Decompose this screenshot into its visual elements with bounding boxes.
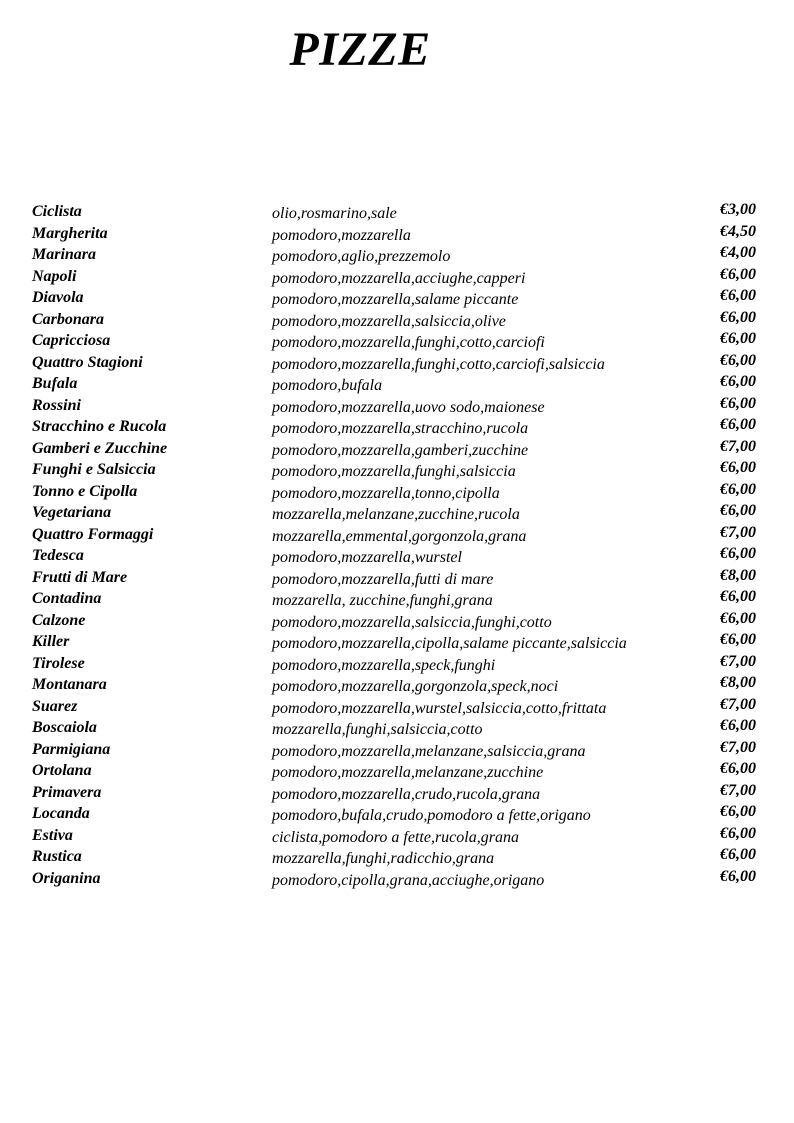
menu-item [32,762,764,784]
pizza-ingredients: pomodoro,mozzarella,wurstel,salsiccia,cotto,frittata [272,699,607,717]
pizza-price: €8,00 [720,566,756,584]
pizza-name: Margherita [32,224,108,242]
pizza-name: Calzone [32,611,86,629]
pizza-name: Rossini [32,396,81,414]
pizza-ingredients: pomodoro,mozzarella,salsiccia,funghi,cotto [272,613,552,631]
menu-item [32,805,764,827]
pizza-name: Boscaiola [32,719,97,736]
pizza-name: Primavera [32,783,102,801]
menu-item [32,480,764,505]
menu-item [32,590,764,612]
pizza-name: Gamberi e Zucchine [32,439,168,457]
pizza-price: €7,00 [720,437,756,455]
pizza-ingredients: pomodoro,mozzarella [272,226,411,244]
pizza-ingredients: ciclista,pomodoro a fette,rucola,grana [272,828,519,846]
menu-item [32,633,764,655]
menu-item [32,652,764,677]
pizza-ingredients: pomodoro,mozzarella,speck,funghi [272,656,496,674]
pizza-name: Tedesca [32,547,84,564]
pizza-name: Bufala [32,375,78,392]
pizza-ingredients: pomodoro,mozzarella,wurstel [272,549,462,566]
page-title: PIZZE [289,23,431,76]
pizza-price: €6,00 [720,459,756,476]
pizza-price: €6,00 [720,588,756,605]
pizza-price: €6,00 [720,287,756,304]
pizza-ingredients: pomodoro,aglio,prezzemolo [272,248,451,265]
pizza-ingredients: pomodoro,bufala [272,377,383,394]
pizza-ingredients: pomodoro,mozzarella,futti di mare [272,570,494,588]
pizza-price: €6,00 [720,760,756,777]
pizza-ingredients: pomodoro,mozzarella,funghi,salsiccia [272,463,516,480]
menu-item [32,609,764,634]
pizza-price: €6,00 [720,416,756,433]
pizza-ingredients: pomodoro,mozzarella,melanzane,zucchine [272,764,544,781]
pizza-price: €6,00 [720,609,756,627]
pizza-price: €6,00 [720,330,756,347]
pizza-name: Funghi e Salsiccia [32,461,156,478]
pizza-price: €7,00 [720,738,756,756]
pizza-name: Quattro Stagioni [32,353,143,371]
pizza-ingredients: pomodoro,bufala,crudo,pomodoro a fette,origano [272,807,591,824]
pizza-price: €6,00 [720,867,756,885]
pizza-price: €6,00 [720,824,756,842]
pizza-price: €6,00 [720,803,756,820]
pizza-ingredients: pomodoro,mozzarella,crudo,rucola,grana [272,785,541,803]
menu-item [32,461,764,483]
pizza-name: Quattro Formaggi [32,525,154,543]
pizza-price: €6,00 [720,631,756,648]
pizza-name: Stracchino e Rucola [32,418,167,435]
menu-item [32,523,764,548]
pizza-name: Contadina [32,590,102,607]
pizza-name: Killer [32,633,70,650]
pizza-name: Marinara [32,246,97,263]
menu-item [32,781,764,806]
pizza-ingredients: pomodoro,mozzarella,salsiccia,olive [272,312,506,330]
pizza-name: Origanina [32,869,101,887]
pizza-price: €4,50 [720,222,756,240]
pizza-name: Vegetariana [32,504,112,521]
menu-item [32,222,764,247]
menu-item [32,418,764,440]
pizza-ingredients: pomodoro,mozzarella,stracchino,rucola [272,420,529,437]
pizza-price: €6,00 [720,394,756,412]
pizza-menu-list [32,203,764,891]
menu-item [32,695,764,720]
pizza-name: Ciclista [32,203,82,220]
pizza-name: Locanda [32,805,90,822]
pizza-price: €6,00 [720,265,756,283]
pizza-ingredients: pomodoro,mozzarella,uovo sodo,maionese [272,398,545,416]
pizza-ingredients: pomodoro,mozzarella,acciughe,capperi [272,269,526,287]
pizza-price: €7,00 [720,695,756,713]
menu-item [32,351,764,376]
pizza-price: €4,00 [720,244,756,261]
pizza-name: Rustica [32,848,82,865]
pizza-price: €3,00 [720,201,756,218]
pizza-name: Suarez [32,697,78,715]
menu-item [32,265,764,290]
menu-item [32,394,764,419]
pizza-ingredients: pomodoro,mozzarella,gorgonzola,speck,noci [272,678,559,695]
menu-item [32,547,764,569]
menu-item [32,504,764,526]
pizza-price: €6,00 [720,351,756,369]
pizza-name: Estiva [32,826,73,844]
menu-item [32,719,764,741]
pizza-ingredients: pomodoro,mozzarella,salame piccante [272,291,519,308]
pizza-name: Tirolese [32,654,85,672]
pizza-name: Parmigiana [32,740,111,758]
pizza-ingredients: pomodoro,cipolla,grana,acciughe,origano [272,871,545,889]
pizza-ingredients: mozzarella, zucchine,funghi,grana [272,592,493,609]
menu-item [32,867,764,892]
pizza-name: Ortolana [32,762,92,779]
pizza-price: €7,00 [720,652,756,670]
pizza-ingredients: pomodoro,mozzarella,tonno,cipolla [272,484,500,502]
menu-item [32,289,764,311]
pizza-name: Capricciosa [32,332,111,349]
pizza-ingredients: mozzarella,funghi,radicchio,grana [272,850,495,867]
menu-item [32,332,764,354]
pizza-ingredients: mozzarella,funghi,salsiccia,cotto [272,721,483,738]
menu-item [32,246,764,268]
menu-item [32,848,764,870]
pizza-price: €6,00 [720,846,756,863]
menu-item [32,437,764,462]
pizza-ingredients: pomodoro,mozzarella,melanzane,salsiccia,grana [272,742,586,760]
pizza-ingredients: pomodoro,mozzarella,cipolla,salame piccante,salsiccia [272,635,627,652]
pizza-price: €8,00 [720,674,756,691]
pizza-name: Carbonara [32,310,105,328]
menu-item [32,203,764,225]
pizza-price: €6,00 [720,717,756,734]
pizza-ingredients: pomodoro,mozzarella,funghi,cotto,carciofi [272,334,545,351]
pizza-name: Tonno e Cipolla [32,482,138,500]
pizza-name: Montanara [32,676,107,693]
menu-item [32,566,764,591]
menu-item [32,738,764,763]
pizza-price: €6,00 [720,480,756,498]
pizza-ingredients: mozzarella,melanzane,zucchine,rucola [272,506,520,523]
menu-item [32,676,764,698]
pizza-name: Diavola [32,289,84,306]
pizza-price: €6,00 [720,545,756,562]
pizza-price: €6,00 [720,502,756,519]
menu-item [32,375,764,397]
menu-item [32,308,764,333]
pizza-price: €6,00 [720,373,756,390]
pizza-price: €7,00 [720,781,756,799]
pizza-name: Napoli [32,267,77,285]
pizza-price: €6,00 [720,308,756,326]
pizza-ingredients: pomodoro,mozzarella,funghi,cotto,carciofi,salsiccia [272,355,605,373]
pizza-name: Frutti di Mare [32,568,128,586]
pizza-ingredients: olio,rosmarino,sale [272,205,397,222]
pizza-price: €7,00 [720,523,756,541]
pizza-ingredients: mozzarella,emmental,gorgonzola,grana [272,527,527,545]
pizza-ingredients: pomodoro,mozzarella,gamberi,zucchine [272,441,529,459]
menu-item [32,824,764,849]
